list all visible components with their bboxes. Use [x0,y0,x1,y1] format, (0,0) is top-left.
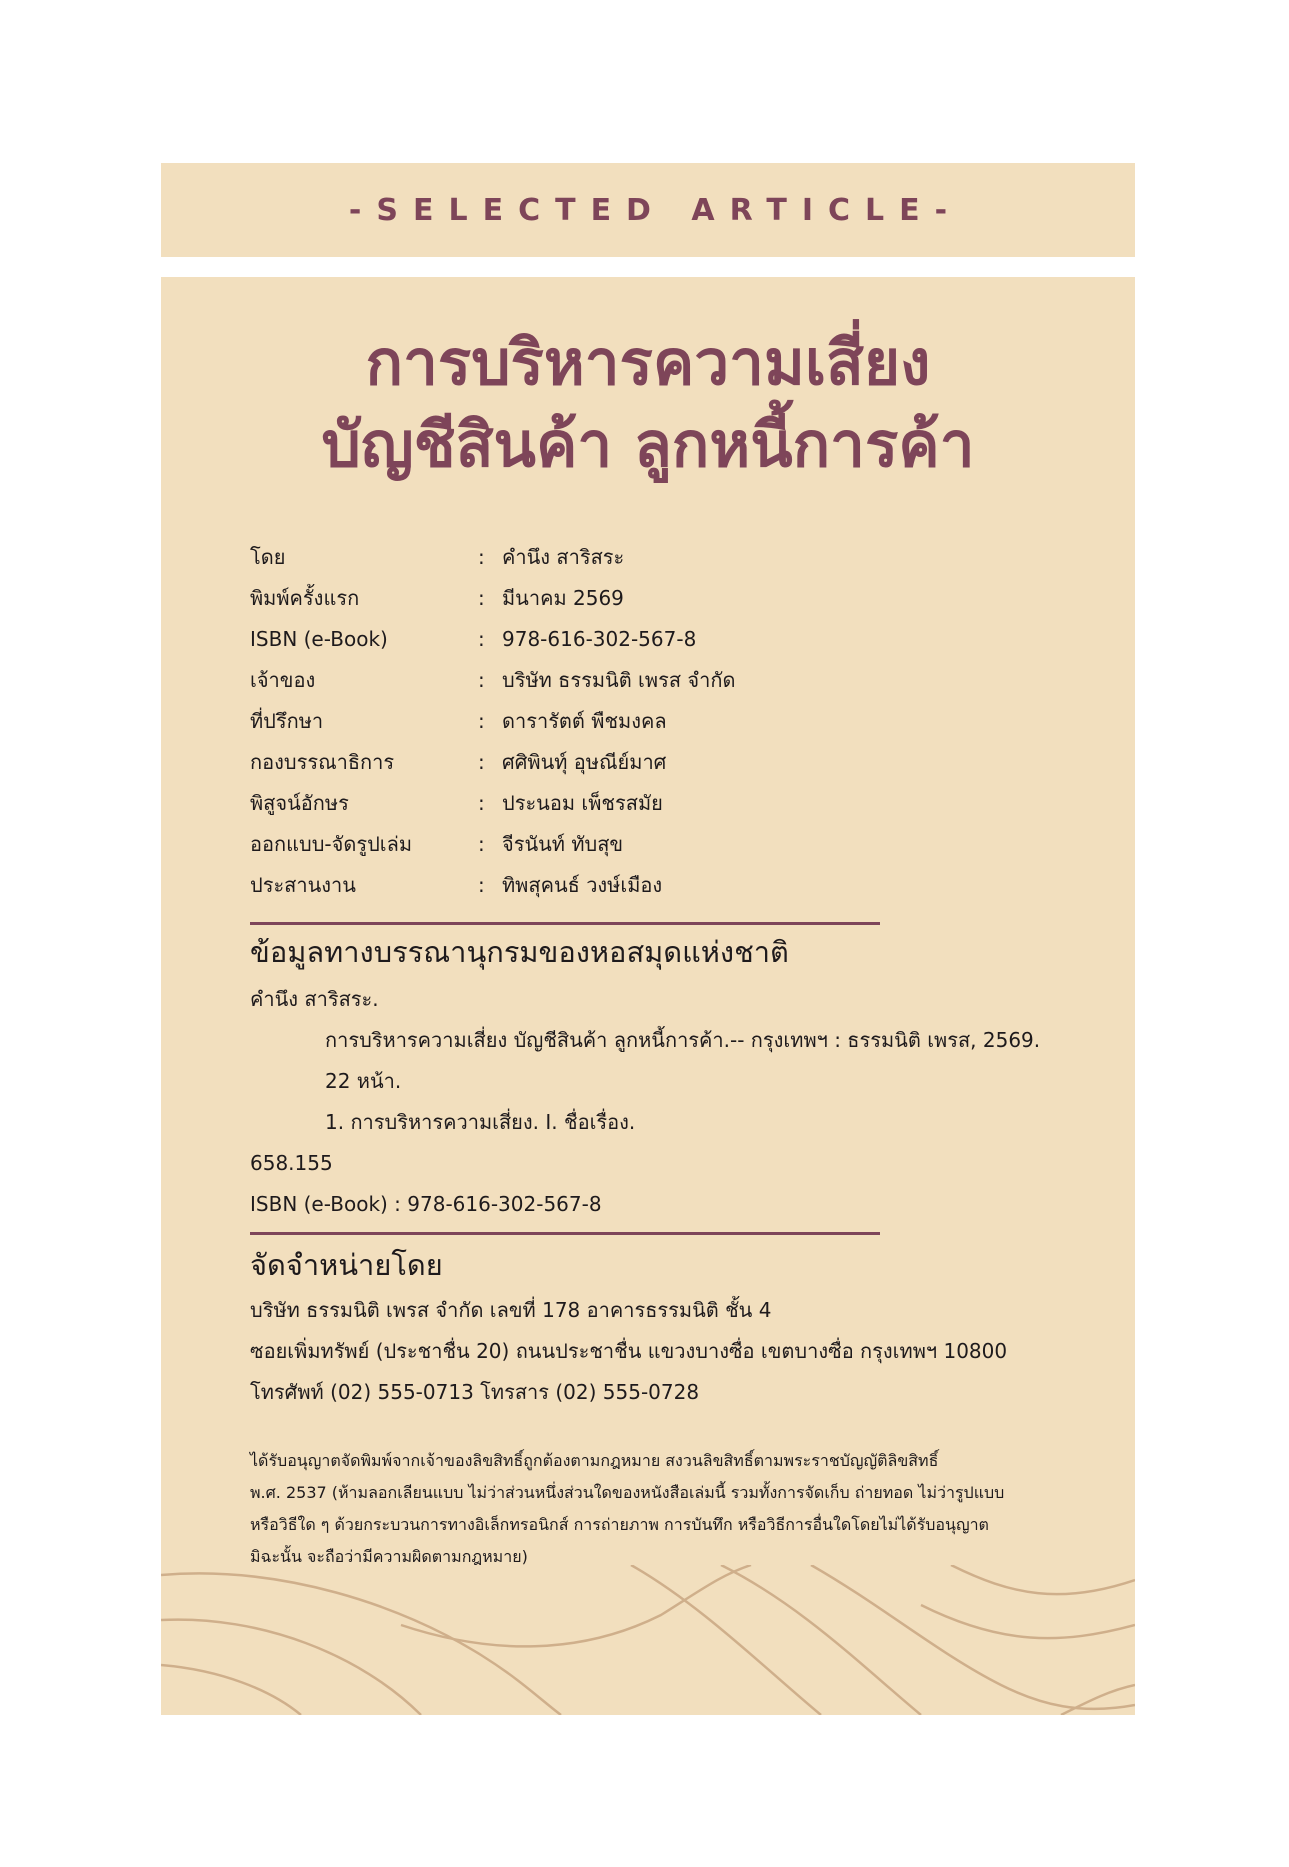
catalog-author: คำนึง สาริสระ. [250,987,379,1011]
catalog-isbn: ISBN (e-Book) : 978-616-302-567-8 [250,1192,602,1216]
catalog-class-number: 658.155 [250,1151,333,1175]
meta-row-author [250,536,1090,577]
meta-colon: : [478,872,485,897]
wave-line [951,1565,1135,1594]
copyright-card [161,277,1135,1715]
wave-line [161,1573,561,1715]
wave-line [401,1565,751,1646]
notice-line-2: พ.ศ. 2537 (ห้ามลอกเลียนแบบ ไม่ว่าส่วนหนึ่งส่วนใดของหนังสือเล่มนี้ รวมทั้งการจัดเก็บ ถ่ายทอด ไม่ว่ารูปแบบ [250,1483,1005,1502]
catalog-heading: ข้อมูลทางบรรณานุกรมของหอสมุดแห่งชาติ [250,935,789,969]
meta-colon: : [478,667,485,692]
book-title [161,322,1135,486]
meta-value: ประนอม เพ็ชรสมัย [502,790,663,815]
meta-row-editorial [250,741,1090,782]
wave-line [161,1665,301,1715]
meta-row-coordinator [250,864,1090,905]
distribution-line-3: โทรศัพท์ (02) 555-0713 โทรสาร (02) 555-0728 [250,1380,700,1404]
divider-catalog [250,922,880,925]
meta-colon: : [478,708,485,733]
book-title-line-1: การบริหารความเสี่ยง [365,326,931,399]
meta-value: บริษัท ธรรมนิติ เพรส จำกัด [502,667,736,692]
catalog-subject: 1. การบริหารความเสี่ยง. I. ชื่อเรื่อง. [325,1110,636,1134]
meta-label: พิสูจน์อักษร [250,790,349,815]
banner-label: -SELECTED ARTICLE- [348,192,963,228]
copyright-notice [250,1445,1050,1573]
catalog-pages: 22 หน้า. [325,1069,402,1093]
selected-article-banner [161,163,1135,257]
distribution-heading: จัดจำหน่ายโดย [250,1248,443,1282]
meta-colon: : [478,790,485,815]
meta-label: ISBN (e-Book) [250,626,388,651]
meta-colon: : [478,626,485,651]
meta-value: คำนึง สาริสระ [502,544,625,569]
wave-line [921,1605,1135,1638]
meta-row-owner [250,659,1090,700]
meta-colon: : [478,831,485,856]
notice-line-4: มิฉะนั้น จะถือว่ามีความผิดตามกฎหมาย) [250,1547,528,1566]
meta-row-design [250,823,1090,864]
book-title-line-2: บัญชีสินค้า ลูกหนี้การค้า [321,408,975,481]
wave-line [1061,1685,1135,1715]
meta-row-first-print [250,577,1090,618]
meta-label: พิมพ์ครั้งแรก [250,585,360,610]
catalog-entry: การบริหารความเสี่ยง บัญชีสินค้า ลูกหนี้การค้า.-- กรุงเทพฯ : ธรรมนิติ เพรส, 2569. [325,1028,1041,1052]
meta-value: มีนาคม 2569 [502,585,624,610]
publication-details [250,536,1090,905]
wave-line [631,1565,821,1715]
meta-value: จีรนันท์ ทับสุข [502,831,624,856]
meta-colon: : [478,544,485,569]
meta-label: กองบรรณาธิการ [250,749,395,774]
meta-value: ศศิพินทุ์ อุษณีย์มาศ [502,749,667,774]
meta-row-advisor [250,700,1090,741]
meta-row-isbn [250,618,1090,659]
wave-line [811,1565,1135,1709]
meta-label: เจ้าของ [250,667,316,692]
meta-colon: : [478,749,485,774]
distribution-line-2: ซอยเพิ่มทรัพย์ (ประชาชื่น 20) ถนนประชาชื่น แขวงบางซื่อ เขตบางซื่อ กรุงเทพฯ 10800 [250,1339,1008,1363]
meta-value: 978-616-302-567-8 [502,626,697,651]
wave-line [161,1620,421,1715]
distribution-line-1: บริษัท ธรรมนิติ เพรส จำกัด เลขที่ 178 อาคารธรรมนิติ ชั้น 4 [250,1298,772,1322]
meta-label: ประสานงาน [250,872,356,897]
meta-value: ทิพสุคนธ์ วงษ์เมือง [502,872,663,897]
divider-distribution [250,1232,880,1235]
meta-colon: : [478,585,485,610]
notice-line-3: หรือวิธีใด ๆ ด้วยกระบวนการทางอิเล็กทรอนิกส์ การถ่ายภาพ การบันทึก หรือวิธีการอื่นใดโดยไม่ได้รับอนุญาต [250,1515,989,1534]
decorative-wave-pattern [161,1565,1135,1715]
wave-line [721,1565,921,1715]
meta-label: ที่ปรึกษา [250,708,324,733]
meta-row-proofreader [250,782,1090,823]
meta-label: โดย [250,544,286,569]
meta-label: ออกแบบ-จัดรูปเล่ม [250,831,413,856]
meta-value: ดารารัตต์ พืชมงคล [502,708,667,733]
notice-line-1: ได้รับอนุญาตจัดพิมพ์จากเจ้าของลิขสิทธิ์ถูกต้องตามกฎหมาย สงวนลิขสิทธิ์ตามพระราชบัญญัติลิขสิทธิ์ [250,1451,939,1470]
